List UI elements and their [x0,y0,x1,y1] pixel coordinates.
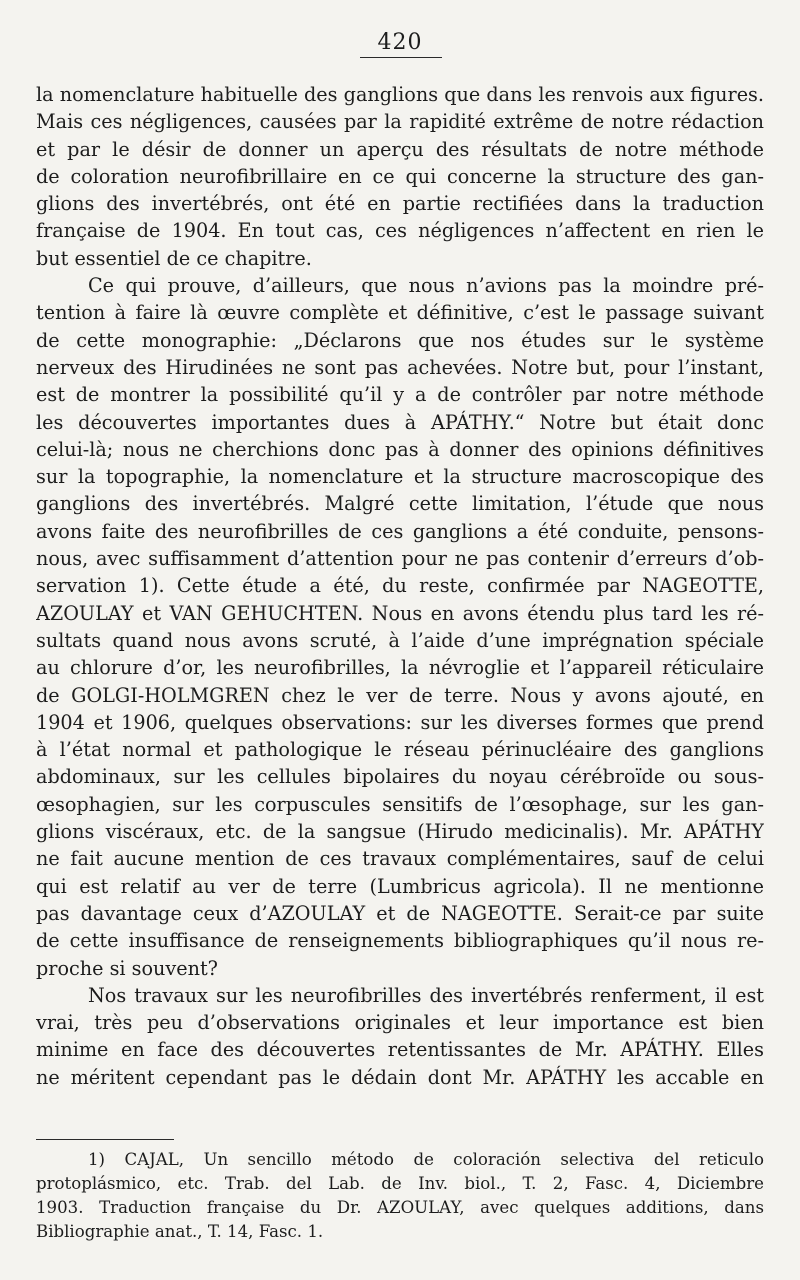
text-line: au chlorure d’or, les neurofibrilles, la névroglie et l’appareil réticulaire [36,656,764,680]
text-line: et par le désir de donner un aperçu des résultats de notre méthode [36,137,764,161]
body-text [36,81,764,1091]
footnote-rule [36,1139,174,1140]
text-line: de cette monographie: „Déclarons que nos études sur le système [36,328,764,352]
text-line: Ce qui prouve, d’ailleurs, que nous n’avions pas la moindre pré- [88,274,764,298]
text-line: AZOULAY et VAN GEHUCHTEN. Nous en avons étendu plus tard les ré- [36,601,764,625]
text-line: pas davantage ceux d’AZOULAY et de NAGEOTTE. Serait-ce par suite [36,901,764,925]
text-line: Mais ces négligences, causées par la rapidité extrême de notre rédaction [36,110,764,134]
text-line: avons faite des neurofibrilles de ces ganglions a été conduite, pensons- [36,519,764,543]
text-line: française de 1904. En tout cas, ces négligences n’affectent en rien le [36,219,764,243]
text-line: de cette insuffisance de renseignements bibliographiques qu’il nous re- [36,929,764,953]
text-line: ne méritent cependant pas le dédain dont Mr. APÁTHY les accable en [36,1065,764,1089]
text-line: ganglions des invertébrés. Malgré cette limitation, l’étude que nous [36,492,764,516]
text-line: tention à faire là œuvre complète et définitive, c’est le passage suivant [36,301,764,325]
footnote-line: 1) CAJAL, Un sencillo método de coloración selectiva del reticulo [88,1150,764,1169]
text-line: glions des invertébrés, ont été en partie rectifiées dans la traduction [36,192,764,216]
text-line: est de montrer la possibilité qu’il y a de contrôler par notre méthode [36,383,764,407]
text-line: proche si souvent? [36,956,218,980]
text-line: servation 1). Cette étude a été, du reste, confirmée par NAGEOTTE, [36,574,764,598]
text-line: nerveux des Hirudinées ne sont pas achevées. Notre but, pour l’instant, [36,355,764,379]
text-line: vrai, très peu d’observations originales et leur importance est bien [36,1011,764,1035]
text-line: de coloration neurofibrillaire en ce qui concerne la structure des gan- [36,164,764,188]
text-line: les découvertes importantes dues à APÁTHY.“ Notre but était donc [36,410,764,434]
footnote-line: 1903. Traduction française du Dr. AZOULAY, avec quelques additions, dans [36,1198,764,1217]
text-line: nous, avec suffisamment d’attention pour ne pas contenir d’erreurs d’ob- [36,547,764,571]
text-line: abdominaux, sur les cellules bipolaires du noyau cérébroïde ou sous- [36,765,764,789]
text-line: minime en face des découvertes retentissantes de Mr. APÁTHY. Elles [36,1038,764,1062]
text-line: Nos travaux sur les neurofibrilles des invertébrés renferment, il est [88,983,764,1007]
text-line: de GOLGI-HOLMGREN chez le ver de terre. Nous y avons ajouté, en [36,683,764,707]
text-line: à l’état normal et pathologique le réseau périnucléaire des ganglions [36,738,764,762]
text-line: œsophagien, sur les corpuscules sensitifs de l’œsophage, sur les gan- [36,792,764,816]
footnote-line: Bibliographie anat., T. 14, Fasc. 1. [36,1222,324,1241]
text-line: but essentiel de ce chapitre. [36,246,312,270]
page-number: 420 [377,30,423,55]
text-line: 1904 et 1906, quelques observations: sur les diverses formes que prend [36,710,764,734]
text-line: glions viscéraux, etc. de la sangsue (Hirudo medicinalis). Mr. APÁTHY [36,820,764,844]
footnote-line: protoplásmico, etc. Trab. del Lab. de Inv. biol., T. 2, Fasc. 4, Diciembre [36,1174,764,1193]
page-number-rule [360,57,442,58]
text-line: sur la topographie, la nomenclature et la structure macroscopique des [36,465,764,489]
text-line: ne fait aucune mention de ces travaux complémentaires, sauf de celui [36,847,764,871]
text-line: celui-là; nous ne cherchions donc pas à donner des opinions définitives [36,437,764,461]
text-line: qui est relatif au ver de terre (Lumbricus agricola). Il ne mentionne [36,874,764,898]
text-line: la nomenclature habituelle des ganglions que dans les renvois aux figures. [36,83,764,106]
text-line: sultats quand nous avons scruté, à l’aide d’une imprégnation spéciale [36,628,764,652]
footnote [36,1148,764,1244]
